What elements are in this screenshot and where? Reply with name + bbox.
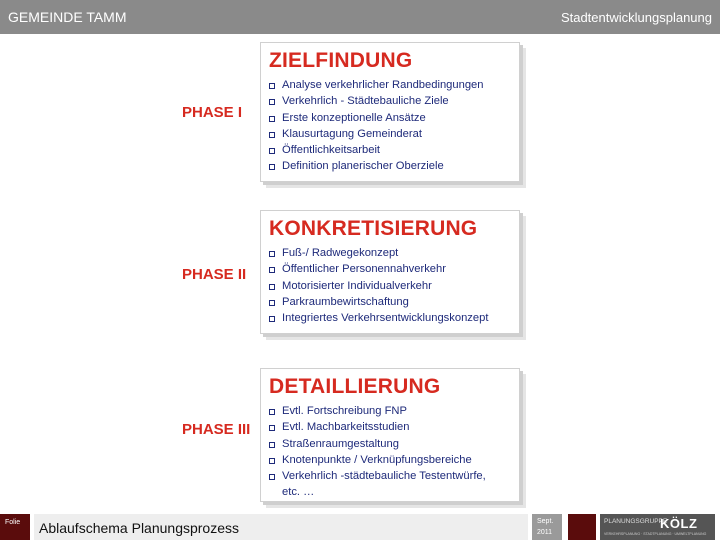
phase-3-card: [260, 368, 520, 502]
list-item: Öffentlicher Personennahverkehr: [269, 261, 513, 277]
list-item: Knotenpunkte / Verknüpfungsbereiche: [269, 452, 513, 468]
phase-2-title: KONKRETISIERUNG: [269, 217, 478, 240]
list-item: Klausurtagung Gemeinderat: [269, 126, 513, 142]
phase-2-list: [269, 245, 513, 326]
list-item: Analyse verkehrlicher Randbedingungen: [269, 77, 513, 93]
phase-1-list: [269, 77, 513, 175]
phase-2-label: PHASE II: [182, 266, 247, 283]
list-item: Erste konzeptionelle Ansätze: [269, 110, 513, 126]
list-item: Motorisierter Individualverkehr: [269, 278, 513, 294]
phase-3-list: [269, 403, 513, 501]
bullet-icon: [269, 148, 275, 154]
list-item: Öffentlichkeitsarbeit: [269, 142, 513, 158]
slide-title: Ablaufschema Planungsprozess: [39, 520, 240, 536]
bullet-icon: [269, 132, 275, 138]
bullet-icon: [269, 425, 275, 431]
phase-1-label: PHASE I: [182, 104, 243, 121]
folie-label: Folie: [5, 519, 21, 526]
phase-1-title: ZIELFINDUNG: [269, 49, 413, 72]
bullet-icon: [269, 99, 275, 105]
bullet-icon: [269, 442, 275, 448]
bullet-icon: [269, 251, 275, 257]
bullet-icon: [269, 284, 275, 290]
footer-spacer: [568, 514, 596, 540]
bullet-icon: [269, 409, 275, 415]
list-item: Integriertes Verkehrsentwicklungskonzept: [269, 310, 513, 326]
bullet-icon: [269, 316, 275, 322]
bullet-icon: [269, 164, 275, 170]
phase-3-label: PHASE III: [182, 421, 251, 438]
date-box: [532, 514, 562, 540]
list-item: Straßenraumgestaltung: [269, 436, 513, 452]
list-item: Verkehrlich - Städtebauliche Ziele: [269, 93, 513, 109]
list-item: Parkraumbewirtschaftung: [269, 294, 513, 310]
department-title: Stadtentwicklungsplanung: [560, 10, 712, 25]
header-bar: [0, 0, 720, 34]
folie-box: [0, 514, 30, 540]
list-item: Definition planerischer Oberziele: [269, 158, 513, 174]
bullet-icon: [269, 116, 275, 122]
list-item: Verkehrlich -städtebauliche Testentwürfe,: [269, 468, 513, 484]
list-item: Evtl. Machbarkeitsstudien: [269, 419, 513, 435]
date-year: 2011: [537, 529, 553, 536]
planungsgruppe-logo: PLANUNGSGRUPPE KÖLZ VERKEHRSPLANUNG · STADTPLANUNG · UMWELTPLANUNG: [600, 514, 715, 540]
phase-2-card: [260, 210, 520, 334]
municipality-title: GEMEINDE TAMM: [8, 9, 127, 25]
bullet-icon: [269, 83, 275, 89]
bullet-icon: [269, 300, 275, 306]
phase-1-card: [260, 42, 520, 182]
date-month: Sept.: [537, 518, 554, 525]
list-item: Evtl. Fortschreibung FNP: [269, 403, 513, 419]
bullet-icon: [269, 474, 275, 480]
list-item: Fuß-/ Radwegekonzept: [269, 245, 513, 261]
bullet-icon: [269, 267, 275, 273]
footer-title-bar: [34, 514, 528, 540]
bullet-icon: [269, 458, 275, 464]
phase-3-title: DETAILLIERUNG: [269, 375, 441, 398]
list-item: etc. …: [282, 486, 315, 499]
